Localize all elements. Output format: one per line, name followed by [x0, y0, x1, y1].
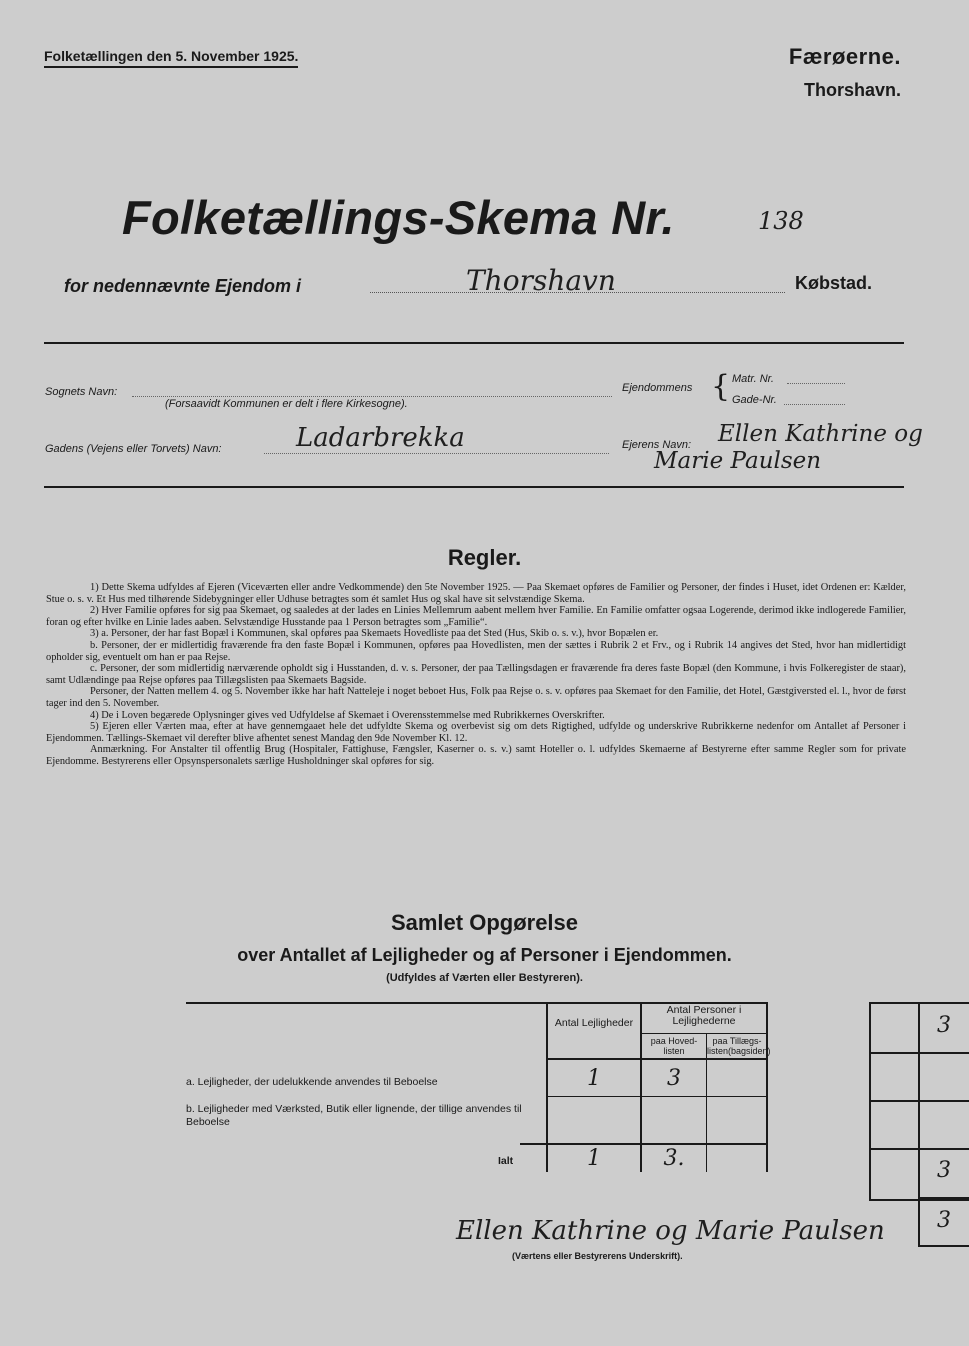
matr-label: Matr. Nr.	[732, 373, 774, 385]
ejer-value-line2: Marie Paulsen	[654, 448, 822, 474]
row-label-a: a. Lejligheder, der udelukkende anvendes til Beboelse	[186, 1076, 438, 1088]
gade-value-handwritten: Ladarbrekka	[296, 423, 465, 453]
col-header-tillaegslisten: paa Tillægs-listen(bagsiden)	[707, 1036, 771, 1056]
form-number-handwritten: 138	[758, 207, 804, 235]
ejer-label: Ejerens Navn:	[622, 439, 692, 451]
col-header-personer: Antal Personer i Lejlighederne	[666, 1004, 742, 1027]
sogn-dotted-line	[132, 396, 612, 397]
summary-heading: Samlet Opgørelse	[390, 910, 579, 935]
side-tally-vline	[918, 1002, 920, 1245]
table-vline	[546, 1002, 548, 1172]
rule-paragraph: 5) Ejeren eller Værten maa, efter at have gennemgaaet hele det udfyldte Skema og overbevist sig om dets Rigtighed, udfylde og underskrive Rubrikkerne nedenfor om Antallet af Personer i Ejendommen. Tællings-Skemaet vil derefter blive afhentet senest Mandag den 9de November Kl. 12.	[46, 721, 906, 744]
town-title: Thorshavn.	[803, 80, 901, 100]
ialt-hovedlisten: 3.	[663, 1146, 685, 1171]
top-divider	[44, 342, 904, 344]
row-a-lejligheder: 1	[587, 1066, 601, 1091]
rule-paragraph: 2) Hver Familie opføres for sig paa Skemaet, og saaledes at der lades en Linies Mellemrum aabent mellem hver Familie. En Familie omfatter ogsaa Logerende, derimod ikke indlogerede Familier, foran og efter hvilke en Linie lades aaben. Selvstændige Husstande paa 1 Person betragtes som „Familie“.	[46, 605, 906, 628]
gade-nr-label: Gade-Nr.	[732, 394, 777, 406]
ejendom-brace: {	[711, 369, 731, 404]
table-row-rule	[546, 1096, 768, 1097]
table-vline	[640, 1002, 642, 1172]
rule-paragraph: 4) De i Loven begærede Oplysninger gives ved Udfyldelse af Skemaet i Overensstemmelse med Rubrikkernes Overskrifter.	[90, 709, 605, 721]
census-date: Folketællingen den 5. November 1925.	[44, 48, 298, 68]
col-header-lejligheder: Antal Lejligheder	[554, 1017, 634, 1029]
side-tally-rule	[869, 1052, 969, 1054]
rule-paragraph: 3) a. Personer, der har fast Bopæl i Kommunen, skal opføres paa Skemaets Hovedliste paa det Sted (Hus, Skib o. s. v.), hvor Bopælen er.	[90, 628, 659, 640]
rules-heading: Regler.	[447, 545, 522, 570]
property-subtitle: for nedennævnte Ejendom i	[64, 276, 302, 296]
side-tally-rule	[918, 1245, 969, 1247]
table-subheader-rule	[642, 1033, 766, 1034]
ejer-value-line1: Ellen Kathrine og	[718, 421, 923, 447]
side-tally-value: 3	[937, 1013, 951, 1038]
row-label-b: b. Lejligheder med Værksted, Butik eller lignende, der tillige anvendes til Beboelse	[186, 1103, 522, 1128]
side-tally-rule	[869, 1148, 969, 1150]
side-tally-value: 3	[937, 1158, 951, 1183]
table-header-rule	[546, 1058, 768, 1060]
col-header-hovedlisten: paa Hoved-listen	[650, 1036, 698, 1056]
table-total-rule	[520, 1143, 768, 1145]
gade-dotted-line	[264, 453, 609, 454]
signature-caption: (Værtens eller Bestyrerens Underskrift).	[512, 1251, 683, 1261]
fields-divider	[44, 486, 904, 488]
summary-subheading: over Antallet af Lejligheder og af Personer i Ejendommen.	[237, 945, 732, 965]
rule-paragraph: b. Personer, der er midlertidig fraværende fra den faste Bopæl i Kommunen, opføres paa Hovedlisten, men der sættes i Rubrik 2 et Frv., og i Rubrik 14 angives det Sted, hvor han midlertidigt opholder sig, eventuelt om han er paa Rejse.	[46, 639, 906, 663]
table-vline	[766, 1002, 768, 1172]
summary-note: (Udfyldes af Værten eller Bestyreren).	[386, 972, 583, 984]
side-tally-value: 3	[937, 1208, 951, 1233]
rule-paragraph: 1) Dette Skema udfyldes af Ejeren (Viceværten eller andre Vedkommende) den 5te November 1925. — Paa Skemaet opføres de Familier og Personer, der findes i Huset, idet Ordenen er: Kælder, Stue o. s. v. Et Hus med tilhørende Sidebygninger eller Udhuse betragtes som ét samlet Hus og skal have sit selvstændige Skema.	[46, 582, 906, 605]
side-tally-rule	[918, 1197, 969, 1199]
row-a-hovedlisten: 3	[667, 1066, 681, 1091]
gade-label: Gadens (Vejens eller Torvets) Navn:	[45, 443, 222, 455]
kobstad-label: Købstad.	[795, 273, 873, 293]
ialt-lejligheder: 1	[587, 1146, 601, 1171]
rules-body	[46, 582, 906, 768]
ialt-label: Ialt	[498, 1155, 514, 1167]
signature-handwritten: Ellen Kathrine og Marie Paulsen	[456, 1216, 885, 1246]
form-title: Folketællings-Skema Nr.	[122, 191, 675, 244]
region-title: Færøerne.	[788, 44, 901, 69]
rule-paragraph: Personer, der Natten mellem 4. og 5. November ikke har haft Natteleje i noget beboet Hus, Folk paa Rejse o. s. v. opføres paa Skemaet for den Familie, det Hotel, Gæstgiversted el. l., hvor de først tager ind den 5. November.	[46, 686, 906, 709]
ejendom-label: Ejendommens	[622, 382, 693, 394]
sogn-note: (Forsaavidt Kommunen er delt i flere Kirkesogne).	[165, 398, 408, 410]
rule-paragraph: c. Personer, der som midlertidig nærværende opholdt sig i Husstanden, d. v. s. Personer, der paa Tællingsdagen er fraværende fra deres faste Bopæl (den Kommune, i hvis Folkeregister de staar), samt Udlændinge paa Rejse opføres paa Tillægslisten paa Skemaets Bagside.	[46, 663, 906, 686]
gade-nr-dotted-line	[784, 404, 845, 405]
sogn-label: Sognets Navn:	[45, 386, 118, 398]
place-handwritten: Thorshavn	[466, 264, 616, 297]
side-tally-rule	[869, 1100, 969, 1102]
matr-dotted-line	[787, 383, 845, 384]
rule-remark: Anmærkning. For Anstalter til offentlig Brug (Hospitaler, Fattighuse, Fængsler, Kaserner o. s. v.) samt Hoteller o. l. udfyldes Skemaerne af Bestyrerne efter samme Regler som for private Ejendomme. Bestyrerens eller Opsynspersonalets særlige Husholdninger skal opføres for sig.	[46, 744, 906, 767]
